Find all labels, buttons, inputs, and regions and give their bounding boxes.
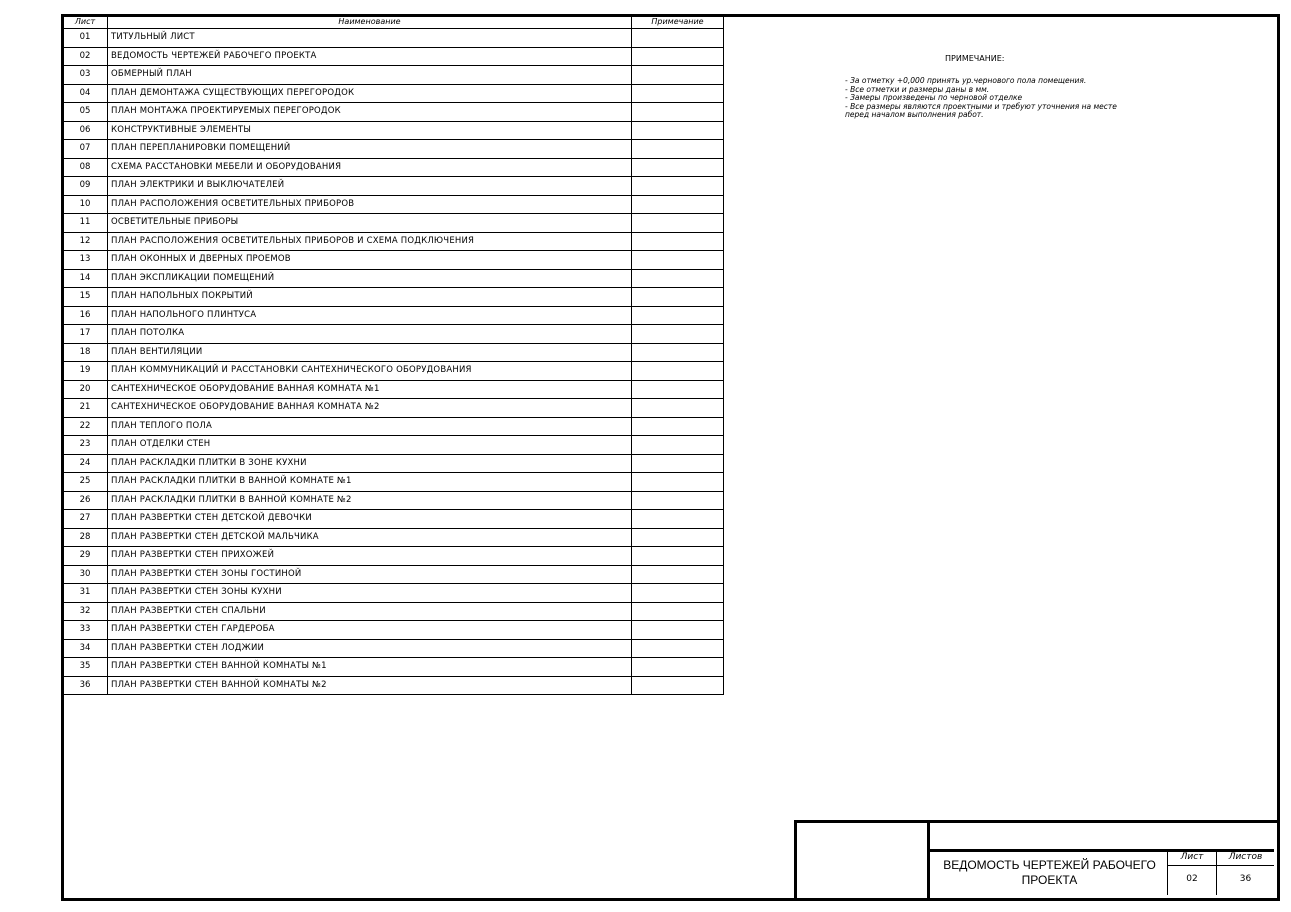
table-row <box>63 584 724 603</box>
row-sheet-number: 21 <box>63 399 108 418</box>
row-note <box>632 195 724 214</box>
table-row <box>63 195 724 214</box>
note-line: - Все отметки и размеры даны в мм. <box>845 84 990 94</box>
row-name: ПЛАН РАЗВЕРТКИ СТЕН ДЕТСКОЙ ДЕВОЧКИ <box>108 510 632 529</box>
row-name: ПЛАН РАЗВЕРТКИ СТЕН ВАННОЙ КОМНАТЫ №2 <box>108 676 632 695</box>
row-name: ПЛАН ДЕМОНТАЖА СУЩЕСТВУЮЩИХ ПЕРЕГОРОДОК <box>108 84 632 103</box>
table-row <box>63 399 724 418</box>
row-name: ПЛАН МОНТАЖА ПРОЕКТИРУЕМЫХ ПЕРЕГОРОДОК <box>108 103 632 122</box>
table-row <box>63 269 724 288</box>
table-row <box>63 491 724 510</box>
row-name: ПЛАН ТЕПЛОГО ПОЛА <box>108 417 632 436</box>
row-note <box>632 66 724 85</box>
row-sheet-number: 12 <box>63 232 108 251</box>
row-sheet-number: 11 <box>63 214 108 233</box>
note-line: - Все размеры являются проектными и требуют уточнения на месте <box>845 101 1117 111</box>
row-name: ПЛАН РАСПОЛОЖЕНИЯ ОСВЕТИТЕЛЬНЫХ ПРИБОРОВ <box>108 195 632 214</box>
row-note <box>632 103 724 122</box>
row-sheet-number: 36 <box>63 676 108 695</box>
row-note <box>632 158 724 177</box>
sheets-label: Листов <box>1228 852 1263 862</box>
table-row <box>63 66 724 85</box>
row-note <box>632 528 724 547</box>
title-block-divider <box>927 820 930 898</box>
row-name: ПЛАН РАЗВЕРТКИ СТЕН ЗОНЫ КУХНИ <box>108 584 632 603</box>
row-name: ПЛАН ПЕРЕПЛАНИРОВКИ ПОМЕЩЕНИЙ <box>108 140 632 159</box>
table-row <box>63 676 724 695</box>
row-note <box>632 417 724 436</box>
title-block-divider <box>1167 865 1274 866</box>
row-name: ПЛАН ОТДЕЛКИ СТЕН <box>108 436 632 455</box>
row-name: ПЛАН ОКОННЫХ И ДВЕРНЫХ ПРОЕМОВ <box>108 251 632 270</box>
row-note <box>632 121 724 140</box>
table-row <box>63 158 724 177</box>
row-note <box>632 565 724 584</box>
title-block-title: ВЕДОМОСТЬ ЧЕРТЕЖЕЙ РАБОЧЕГО ПРОЕКТА <box>943 858 1156 887</box>
table-row <box>63 103 724 122</box>
table-row <box>63 639 724 658</box>
row-name: СХЕМА РАССТАНОВКИ МЕБЕЛИ И ОБОРУДОВАНИЯ <box>108 158 632 177</box>
row-name: ПЛАН РАСКЛАДКИ ПЛИТКИ В ВАННОЙ КОМНАТЕ №1 <box>108 473 632 492</box>
row-sheet-number: 27 <box>63 510 108 529</box>
header-sheet: Лист <box>63 16 108 29</box>
row-sheet-number: 08 <box>63 158 108 177</box>
header-note: Примечание <box>632 16 724 29</box>
row-note <box>632 288 724 307</box>
row-name: ПЛАН РАЗВЕРТКИ СТЕН ВАННОЙ КОМНАТЫ №1 <box>108 658 632 677</box>
row-name: ПЛАН ЭКСПЛИКАЦИИ ПОМЕЩЕНИЙ <box>108 269 632 288</box>
table-header-row <box>63 16 724 29</box>
row-name: ОСВЕТИТЕЛЬНЫЕ ПРИБОРЫ <box>108 214 632 233</box>
row-name: ПЛАН КОММУНИКАЦИЙ И РАССТАНОВКИ САНТЕХНИЧЕСКОГО ОБОРУДОВАНИЯ <box>108 362 632 381</box>
row-sheet-number: 31 <box>63 584 108 603</box>
row-note <box>632 584 724 603</box>
row-name: ПЛАН ПОТОЛКА <box>108 325 632 344</box>
table-row <box>63 380 724 399</box>
row-name: САНТЕХНИЧЕСКОЕ ОБОРУДОВАНИЕ ВАННАЯ КОМНАТА №2 <box>108 399 632 418</box>
row-note <box>632 177 724 196</box>
table-row <box>63 510 724 529</box>
row-note <box>632 454 724 473</box>
row-name: ОБМЕРНЫЙ ПЛАН <box>108 66 632 85</box>
table-row <box>63 658 724 677</box>
row-sheet-number: 25 <box>63 473 108 492</box>
table-row <box>63 473 724 492</box>
row-note <box>632 658 724 677</box>
row-note <box>632 269 724 288</box>
row-sheet-number: 05 <box>63 103 108 122</box>
table-row <box>63 454 724 473</box>
row-note <box>632 232 724 251</box>
row-note <box>632 140 724 159</box>
row-sheet-number: 28 <box>63 528 108 547</box>
table-row <box>63 621 724 640</box>
table-row <box>63 177 724 196</box>
table-row <box>63 251 724 270</box>
row-sheet-number: 19 <box>63 362 108 381</box>
row-note <box>632 214 724 233</box>
row-note <box>632 547 724 566</box>
row-note <box>632 473 724 492</box>
row-sheet-number: 17 <box>63 325 108 344</box>
table-row <box>63 602 724 621</box>
row-sheet-number: 13 <box>63 251 108 270</box>
row-note <box>632 343 724 362</box>
row-note <box>632 639 724 658</box>
row-name: КОНСТРУКТИВНЫЕ ЭЛЕМЕНТЫ <box>108 121 632 140</box>
row-name: ПЛАН РАЗВЕРТКИ СТЕН ЛОДЖИИ <box>108 639 632 658</box>
row-name: ПЛАН НАПОЛЬНОГО ПЛИНТУСА <box>108 306 632 325</box>
row-sheet-number: 26 <box>63 491 108 510</box>
header-name: Наименование <box>108 16 632 29</box>
sheet-label: Лист <box>1180 852 1204 862</box>
row-note <box>632 621 724 640</box>
table-row <box>63 436 724 455</box>
table-row <box>63 362 724 381</box>
table-row <box>63 325 724 344</box>
row-sheet-number: 16 <box>63 306 108 325</box>
row-note <box>632 399 724 418</box>
row-note <box>632 676 724 695</box>
table-row <box>63 565 724 584</box>
sheets-count: 36 <box>1239 874 1252 884</box>
row-sheet-number: 22 <box>63 417 108 436</box>
row-sheet-number: 30 <box>63 565 108 584</box>
row-name: ПЛАН РАЗВЕРТКИ СТЕН ПРИХОЖЕЙ <box>108 547 632 566</box>
table-row <box>63 47 724 66</box>
row-name: ПЛАН РАСКЛАДКИ ПЛИТКИ В ЗОНЕ КУХНИ <box>108 454 632 473</box>
row-note <box>632 510 724 529</box>
row-note <box>632 362 724 381</box>
note-line: перед началом выполнения работ. <box>845 110 984 120</box>
table-row <box>63 121 724 140</box>
drawings-list-table <box>62 15 724 695</box>
note-line: - Замеры произведены по черновой отделке <box>845 93 1023 103</box>
row-note <box>632 306 724 325</box>
table-row <box>63 232 724 251</box>
row-note <box>632 84 724 103</box>
row-sheet-number: 34 <box>63 639 108 658</box>
row-name: ПЛАН ВЕНТИЛЯЦИИ <box>108 343 632 362</box>
row-sheet-number: 10 <box>63 195 108 214</box>
notes-title: ПРИМЕЧАНИЕ: <box>945 54 1005 63</box>
row-sheet-number: 18 <box>63 343 108 362</box>
row-sheet-number: 32 <box>63 602 108 621</box>
row-sheet-number: 07 <box>63 140 108 159</box>
row-note <box>632 29 724 48</box>
row-note <box>632 602 724 621</box>
row-sheet-number: 24 <box>63 454 108 473</box>
row-name: ПЛАН РАСКЛАДКИ ПЛИТКИ В ВАННОЙ КОМНАТЕ №2 <box>108 491 632 510</box>
row-note <box>632 380 724 399</box>
row-note <box>632 251 724 270</box>
row-sheet-number: 01 <box>63 29 108 48</box>
table-row <box>63 343 724 362</box>
row-name: ВЕДОМОСТЬ ЧЕРТЕЖЕЙ РАБОЧЕГО ПРОЕКТА <box>108 47 632 66</box>
table-row <box>63 306 724 325</box>
sheet-number: 02 <box>1186 874 1198 884</box>
row-sheet-number: 20 <box>63 380 108 399</box>
table-row <box>63 29 724 48</box>
table-row <box>63 214 724 233</box>
notes-block <box>845 77 1175 120</box>
row-sheet-number: 33 <box>63 621 108 640</box>
row-note <box>632 491 724 510</box>
row-name: ПЛАН РАСПОЛОЖЕНИЯ ОСВЕТИТЕЛЬНЫХ ПРИБОРОВ И СХЕМА ПОДКЛЮЧЕНИЯ <box>108 232 632 251</box>
row-sheet-number: 09 <box>63 177 108 196</box>
row-sheet-number: 06 <box>63 121 108 140</box>
row-name: ПЛАН РАЗВЕРТКИ СТЕН СПАЛЬНИ <box>108 602 632 621</box>
row-name: ПЛАН РАЗВЕРТКИ СТЕН ГАРДЕРОБА <box>108 621 632 640</box>
row-sheet-number: 35 <box>63 658 108 677</box>
table-row <box>63 84 724 103</box>
table-row <box>63 140 724 159</box>
row-sheet-number: 02 <box>63 47 108 66</box>
table-row <box>63 417 724 436</box>
row-note <box>632 436 724 455</box>
table-row <box>63 528 724 547</box>
table-row <box>63 547 724 566</box>
note-line: - За отметку +0,000 принять ур.чернового пола помещения. <box>845 76 1087 85</box>
row-sheet-number: 04 <box>63 84 108 103</box>
table-row <box>63 288 724 307</box>
row-name: ПЛАН НАПОЛЬНЫХ ПОКРЫТИЙ <box>108 288 632 307</box>
row-note <box>632 47 724 66</box>
row-sheet-number: 14 <box>63 269 108 288</box>
row-note <box>632 325 724 344</box>
row-sheet-number: 23 <box>63 436 108 455</box>
row-name: ПЛАН РАЗВЕРТКИ СТЕН ДЕТСКОЙ МАЛЬЧИКА <box>108 528 632 547</box>
row-sheet-number: 03 <box>63 66 108 85</box>
row-name: ПЛАН ЭЛЕКТРИКИ И ВЫКЛЮЧАТЕЛЕЙ <box>108 177 632 196</box>
row-name: ТИТУЛЬНЫЙ ЛИСТ <box>108 29 632 48</box>
row-name: ПЛАН РАЗВЕРТКИ СТЕН ЗОНЫ ГОСТИНОЙ <box>108 565 632 584</box>
row-sheet-number: 29 <box>63 547 108 566</box>
row-name: САНТЕХНИЧЕСКОЕ ОБОРУДОВАНИЕ ВАННАЯ КОМНАТА №1 <box>108 380 632 399</box>
row-sheet-number: 15 <box>63 288 108 307</box>
